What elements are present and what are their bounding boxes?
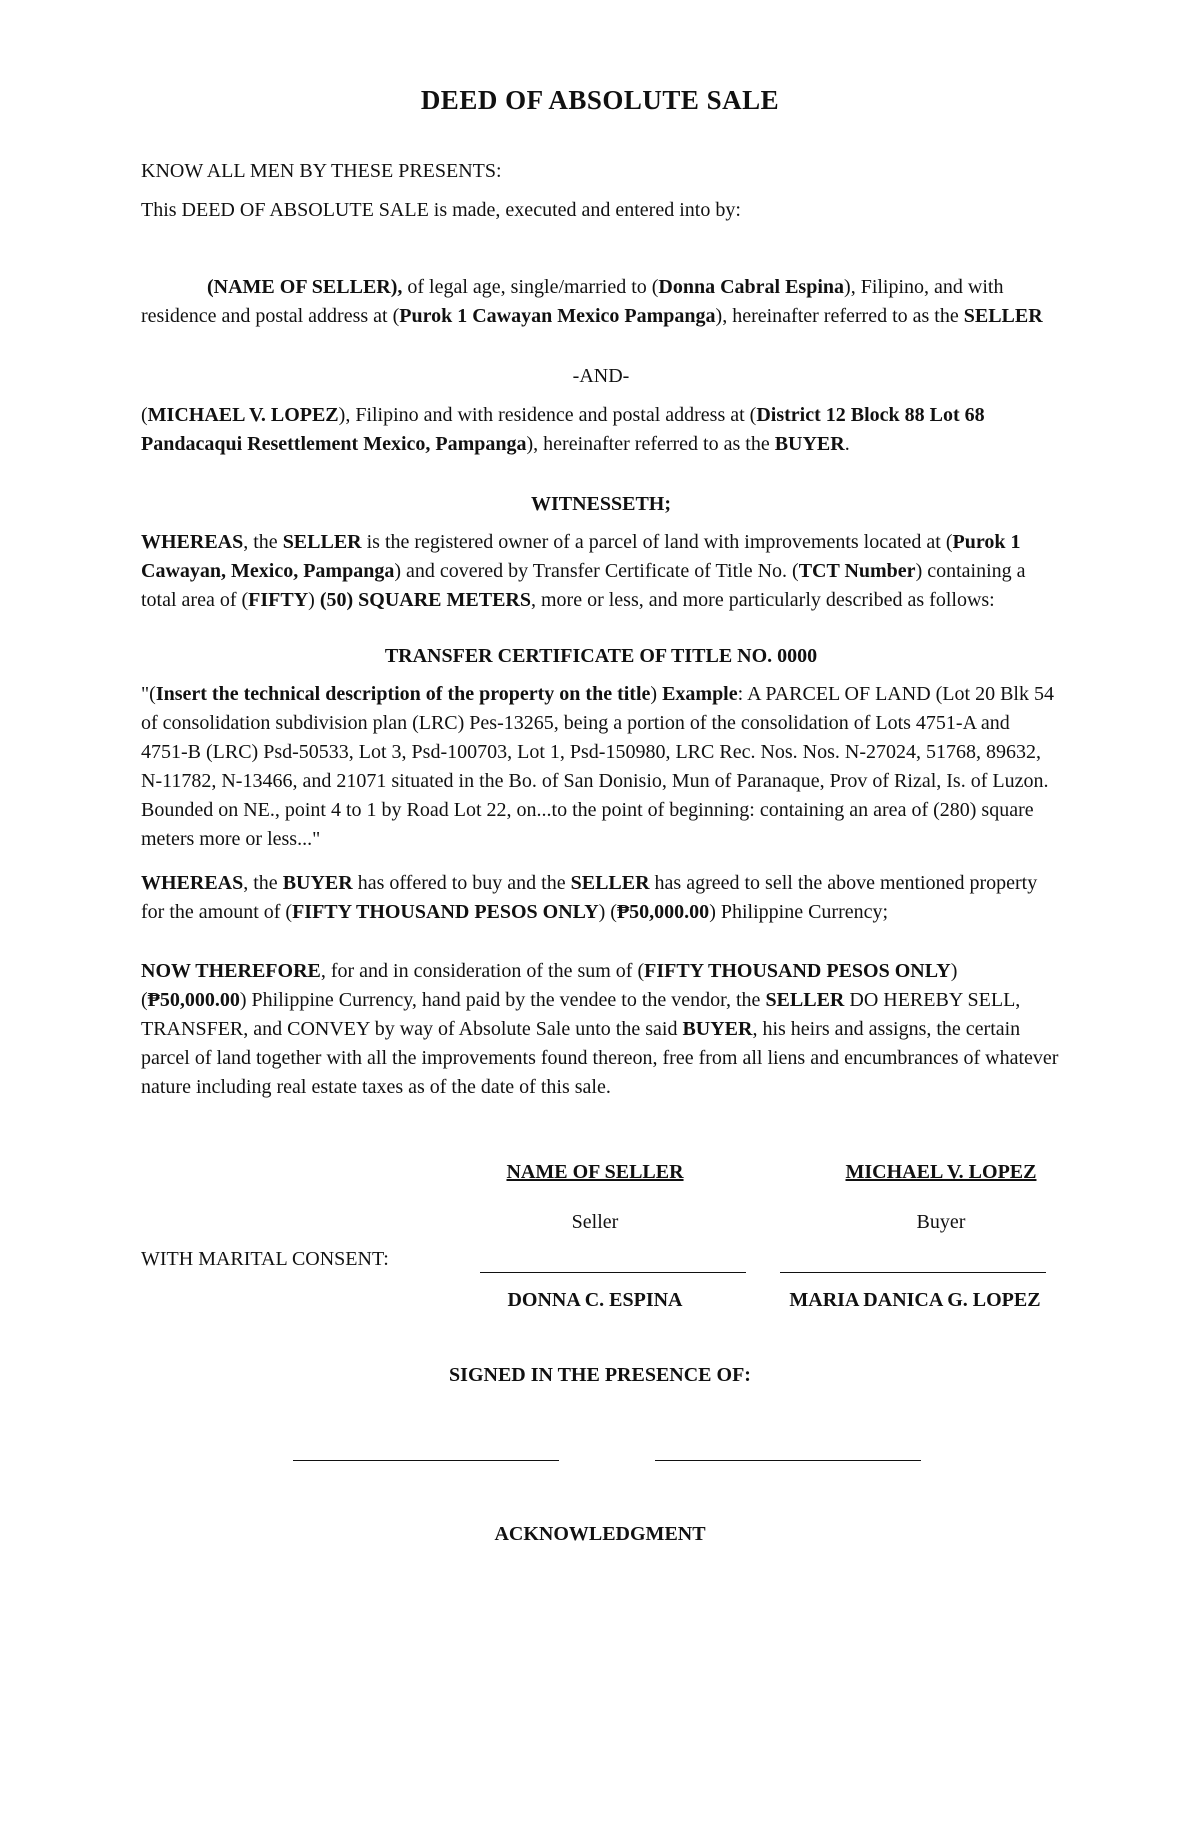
text: ) Philippine Currency, hand paid by the vendee to the vendor, the: [239, 989, 766, 1011]
intro-line: This DEED OF ABSOLUTE SALE is made, executed and entered into by:: [141, 199, 741, 221]
text: ): [308, 589, 320, 611]
amount-figure: ₱50,000.00: [147, 989, 240, 1011]
seller-address: Purok 1 Cawayan Mexico Pampanga: [399, 305, 716, 327]
buyer-name: MICHAEL V. LOPEZ: [147, 404, 339, 426]
acknowledgment-text: ACKNOWLEDGMENT: [494, 1523, 706, 1545]
example-label: Example: [662, 683, 738, 705]
text: : A PARCEL OF LAND (Lot 20 Blk 54 of consolidation subdivision plan (LRC) Pes-13265, being a portion of the consolidation of Lots 4751-A and 4751-B (LRC) Psd-50533, Lot 3, Psd-100703, Lot 1, Psd-150980, LRC Rec. Nos. Nos. N-27024, 51768, 89632, N-11782, N-13466, and 21071 situated in the Bo. of San Donisio, Mun of Paranaque, Prov of Rizal, Is. of Luzon. Bounded on NE., point 4 to 1 by Road Lot 22, on...to the point of beginning: containing an area of (280) square meters more or less...": [141, 683, 1054, 850]
spouse2-name: MARIA DANICA G. LOPEZ: [789, 1289, 1041, 1311]
area-number: (50) SQUARE METERS: [319, 589, 531, 611]
text: is the registered owner of a parcel of land with improvements located at (: [361, 531, 953, 553]
now-therefore-keyword: NOW THEREFORE: [141, 960, 321, 982]
amount-words: FIFTY THOUSAND PESOS ONLY: [292, 901, 599, 923]
text: , for and in consideration of the sum of (: [320, 960, 645, 982]
acknowledgment-heading: [0, 1520, 1200, 1549]
tct-heading: [141, 642, 1061, 671]
text: ) containing a total area of (: [141, 560, 1026, 611]
seller-paragraph: [141, 273, 1061, 331]
seller-ref: SELLER: [765, 989, 845, 1011]
text: , the: [243, 531, 283, 553]
buyer-signature-block: [818, 1158, 1064, 1187]
signed-presence-text: SIGNED IN THE PRESENCE OF:: [449, 1364, 751, 1386]
text: ) and covered by Transfer Certificate of Title No. (: [394, 560, 799, 582]
text: DO HEREBY SELL, TRANSFER, and CONVEY by way of Absolute Sale unto the said: [141, 989, 1021, 1040]
buyer-paragraph: [141, 401, 1061, 459]
tct-number: TCT Number: [798, 560, 916, 582]
buyer-role-label: Buyer: [916, 1211, 966, 1233]
marital-consent-label: WITH MARITAL CONSENT:: [141, 1248, 389, 1270]
insert-instruction: Insert the technical description of the property on the title: [155, 683, 651, 705]
seller-signature-block: [465, 1158, 725, 1187]
text: ) (: [598, 901, 617, 923]
amount-words: FIFTY THOUSAND PESOS ONLY: [644, 960, 951, 982]
document-title: DEED OF ABSOLUTE SALE: [420, 85, 780, 115]
seller-ref: SELLER: [570, 872, 650, 894]
opening-line: KNOW ALL MEN BY THESE PRESENTS:: [141, 160, 502, 182]
spouse1-signature-line: [480, 1272, 746, 1273]
now-therefore-paragraph: [141, 957, 1061, 1102]
witnesseth-heading: [141, 490, 1061, 519]
text: , more or less, and more particularly described as follows:: [530, 589, 995, 611]
text: (: [141, 404, 148, 426]
seller-ref: SELLER: [282, 531, 362, 553]
buyer-role: BUYER: [774, 433, 845, 455]
spouse1-name: DONNA C. ESPINA: [507, 1289, 683, 1311]
buyer-address: District 12 Block 88 Lot 68 Pandacaqui Resettlement Mexico, Pampanga: [141, 404, 985, 455]
signed-presence-heading: [0, 1361, 1200, 1390]
text: has agreed to sell the above mentioned property for the amount of (: [141, 872, 1038, 923]
text: ), Filipino and with residence and postal address at (: [338, 404, 757, 426]
witnesseth-text: WITNESSETH;: [530, 493, 672, 515]
text: "(: [141, 683, 156, 705]
text: ), hereinafter referred to as the: [715, 305, 964, 327]
text: .: [844, 433, 850, 455]
seller-spouse: Donna Cabral Espina: [658, 276, 845, 298]
seller-signature-name: NAME OF SELLER: [506, 1161, 684, 1183]
text: ) Philippine Currency;: [709, 901, 889, 923]
text: , the: [243, 872, 283, 894]
witness1-signature-line: [293, 1460, 559, 1461]
spouse2-signature-line: [780, 1272, 1046, 1273]
amount-figure: ₱50,000.00: [616, 901, 710, 923]
whereas-keyword: WHEREAS: [141, 872, 244, 894]
whereas-ownership-paragraph: [141, 528, 1061, 615]
buyer-signature-name: MICHAEL V. LOPEZ: [845, 1161, 1037, 1183]
text: ): [650, 683, 663, 705]
text: has offered to buy and the: [352, 872, 571, 894]
seller-role: SELLER: [963, 305, 1043, 327]
tct-heading-text: TRANSFER CERTIFICATE OF TITLE NO. 0000: [384, 645, 818, 667]
buyer-ref: BUYER: [682, 1018, 753, 1040]
whereas-offer-paragraph: [141, 869, 1061, 927]
text: ) (: [141, 960, 958, 1011]
text: , his heirs and assigns, the certain parcel of land together with all the improvements found thereon, free from all liens and encumbrances of whatever nature including real estate taxes as of the date of this sale.: [141, 1018, 1059, 1098]
seller-name: (NAME OF SELLER),: [207, 276, 403, 298]
text: ), Filipino, and with residence and postal address at (: [141, 276, 1004, 327]
technical-description: [141, 680, 1061, 854]
area-words: FIFTY: [248, 589, 309, 611]
whereas-keyword: WHEREAS: [141, 531, 244, 553]
text: ), hereinafter referred to as the: [526, 433, 775, 455]
text: of legal age, single/married to (: [402, 276, 659, 298]
witness2-signature-line: [655, 1460, 921, 1461]
and-separator: -AND-: [572, 365, 630, 387]
buyer-ref: BUYER: [282, 872, 353, 894]
property-location: Purok 1 Cawayan, Mexico, Pampanga: [141, 531, 1021, 582]
seller-role-label: Seller: [571, 1211, 619, 1233]
